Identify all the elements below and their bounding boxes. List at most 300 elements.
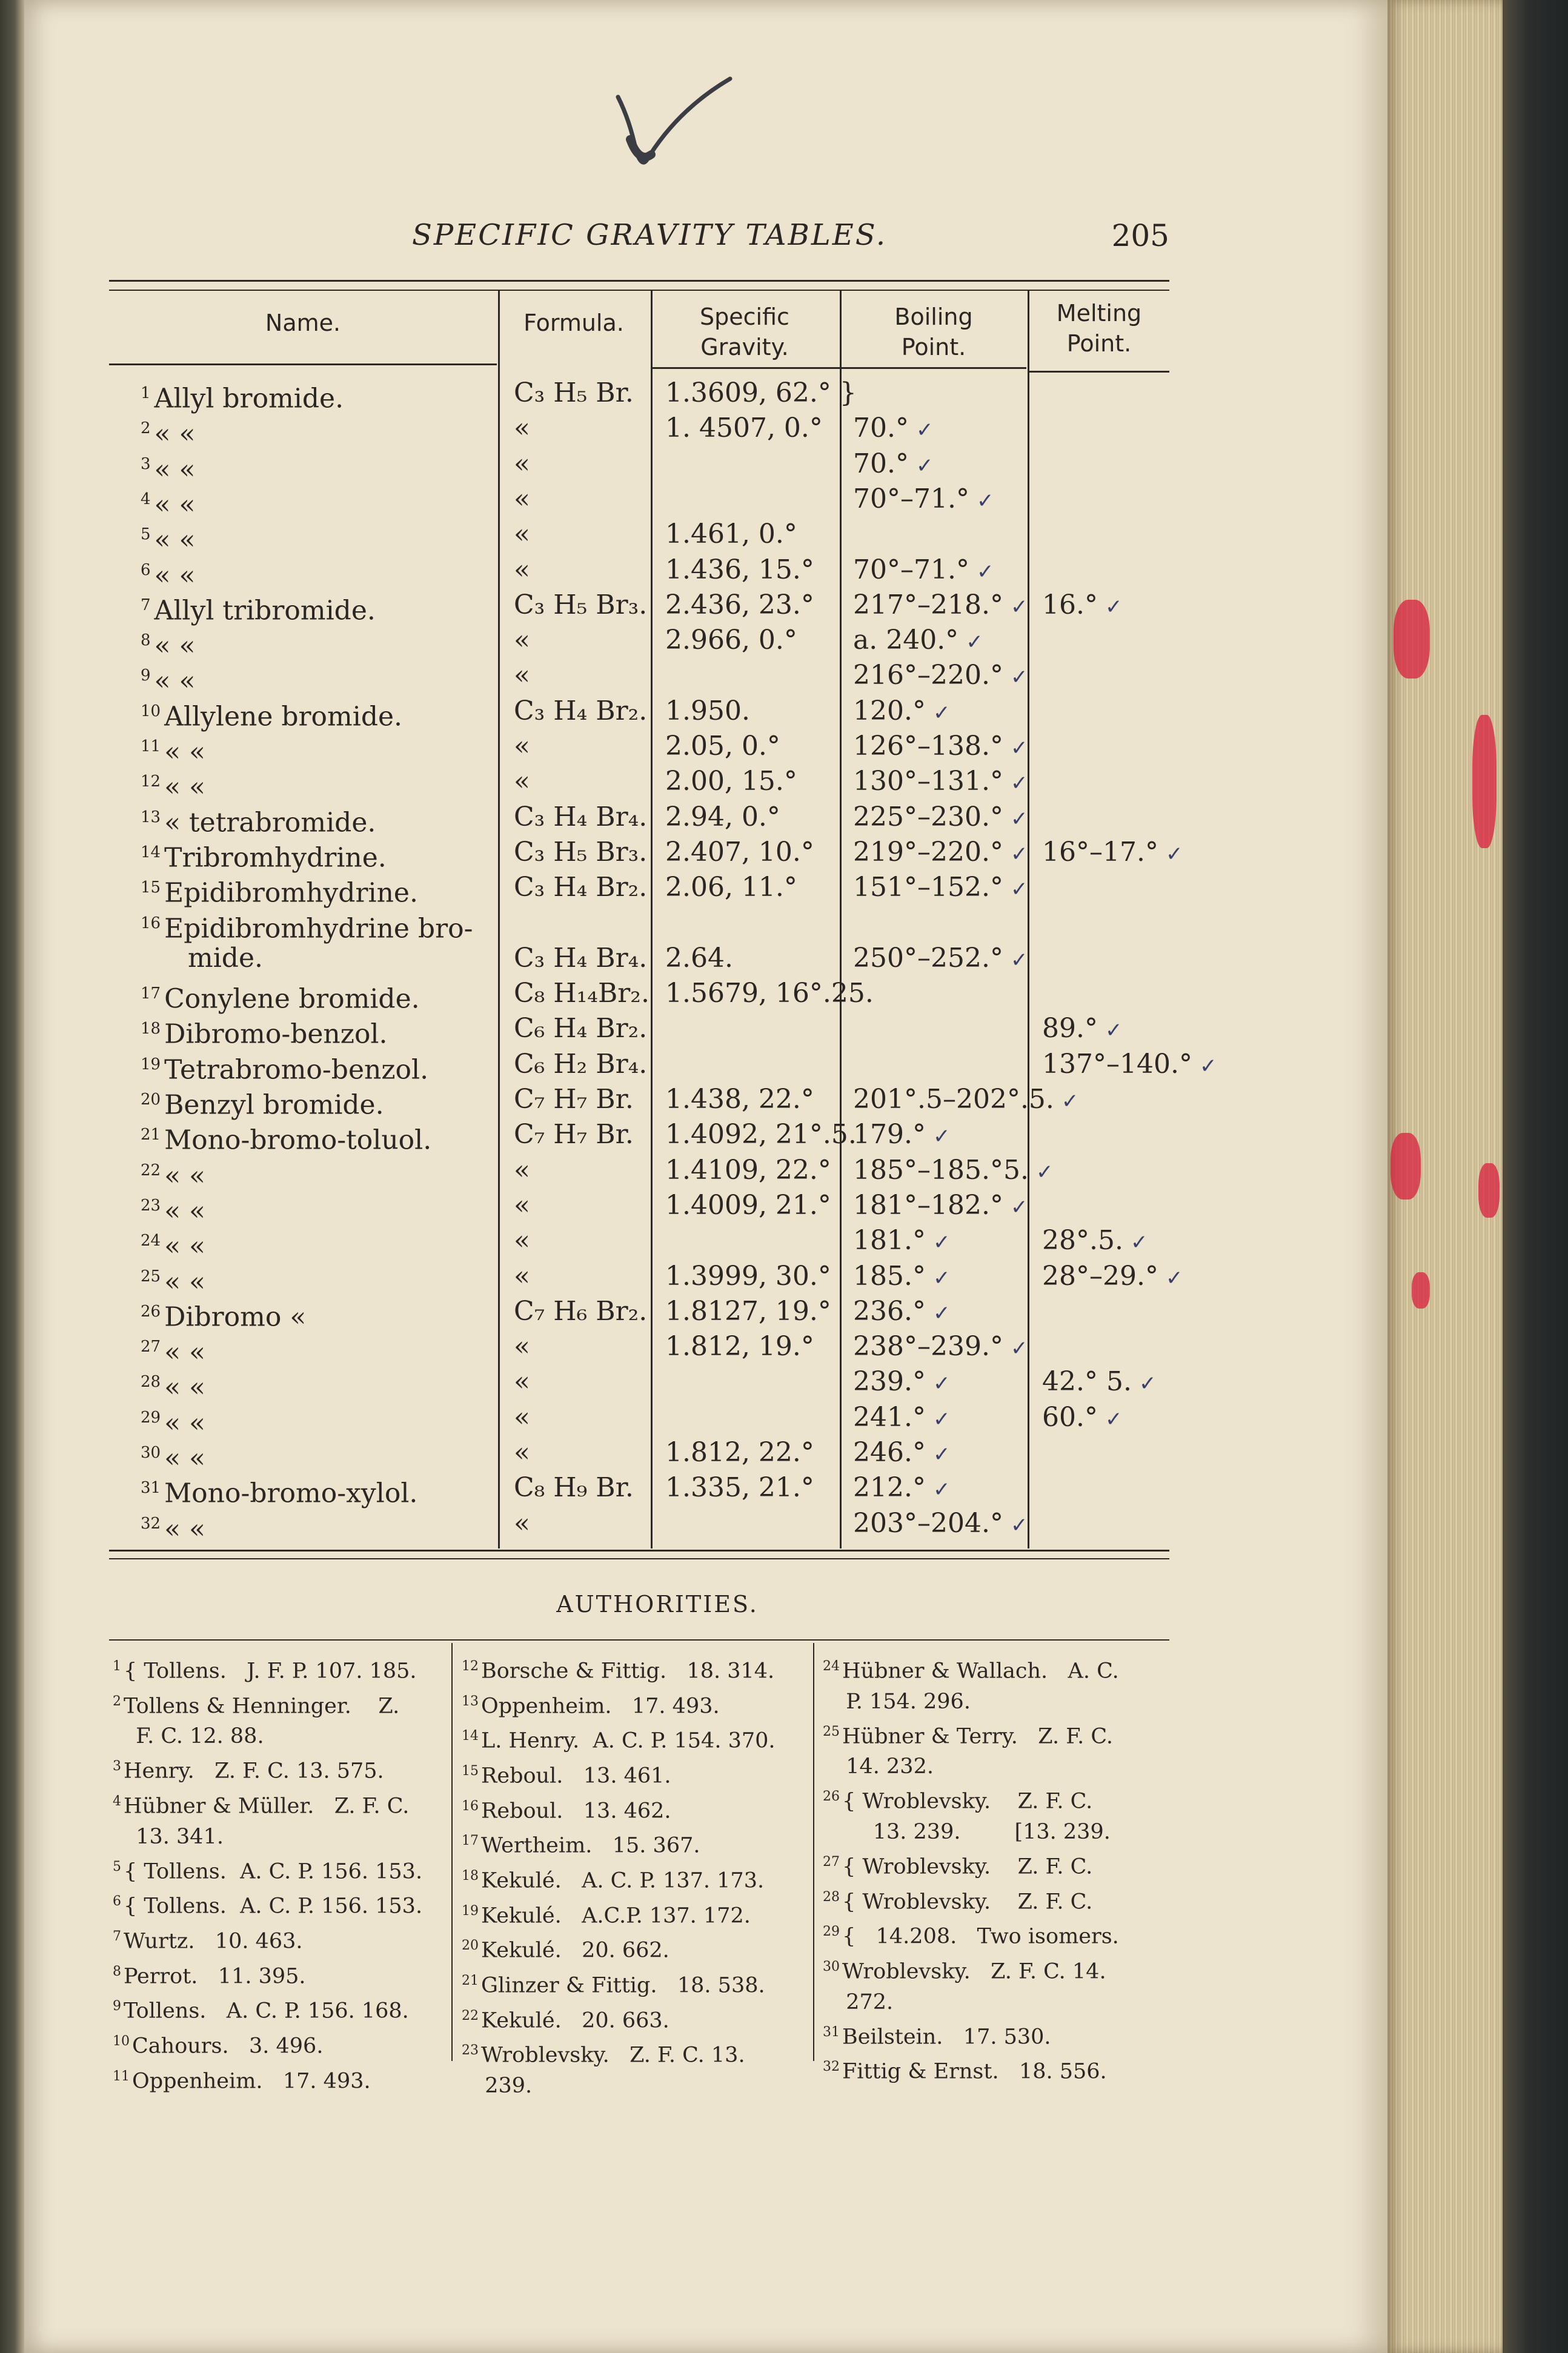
footnote-number: 20 [141,1090,161,1109]
footnote-number: 20 [462,1938,479,1954]
footnote-number: 14 [462,1728,479,1744]
pencil-tick-icon: ✓ [1010,806,1028,831]
pencil-tick-icon: ✓ [932,1407,951,1432]
formula-cell-text: C₇ H₇ Br. [514,1119,634,1150]
authority-text: Wroblevsky. Z. F. C. 13. [481,2043,745,2068]
footnote-number: 22 [141,1161,161,1180]
footnote-number: 18 [141,1020,161,1038]
formula-cell-text: « [514,1225,530,1256]
melting-point-cell-text: 16°–17.° [1042,836,1158,868]
authority-text: Hübner & Müller. Z. F. C. [124,1794,410,1819]
formula-cell-text: « [514,1260,530,1292]
authority-entry [823,1987,1119,2017]
boiling-point-cell-text: 120.° [853,695,926,726]
authority-text: Oppenheim. 17. 493. [132,2069,371,2094]
boiling-point-cell-text: 250°–252.° [853,942,1003,974]
compound-name-text: « « [154,630,196,662]
pencil-tick-icon: ✓ [932,1442,951,1467]
specific-gravity-cell-text: 1.5679, 16°.25. [665,978,874,1009]
col-mp-header: Melting Point. [1056,300,1142,357]
authority-entry [113,1922,422,1957]
formula-cell [514,1188,530,1223]
pencil-tick-icon: ✓ [932,1301,951,1326]
bottom-rule [109,1550,1169,1552]
formula-cell-text: « [514,1507,530,1539]
footnote-number: 13 [141,808,161,826]
formula-cell [514,1153,530,1188]
footnote-number: 24 [823,1659,840,1674]
compound-name-text: « « [164,1160,205,1192]
footnote-number: 30 [823,1959,840,1974]
formula-cell [514,1223,530,1258]
specific-gravity-cell-text: 1.812, 22.° [665,1437,814,1468]
footnote-number: 23 [141,1196,161,1215]
compound-name-text: « « [154,666,196,697]
compound-name-text: « « [154,560,196,591]
compound-name-text: « « [164,1513,205,1545]
formula-cell-text: C₃ H₄ Br₄. [514,801,648,832]
specific-gravity-cell [665,1294,831,1329]
pencil-tick-icon: ✓ [915,418,934,443]
table-row [24,517,1387,556]
boiling-point-cell-text: 217°–218.° [853,589,1003,620]
boiling-point-cell [853,870,1028,907]
footnote-number: 29 [823,1924,840,1940]
ink-stain [1472,715,1497,848]
formula-cell [514,1294,647,1329]
boiling-point-cell [853,588,1028,625]
specific-gravity-cell [665,517,797,552]
footnote-number: 28 [823,1889,840,1905]
pencil-tick-icon: ✓ [932,1230,951,1255]
book-page [24,0,1387,2353]
footnote-number: 13 [462,1693,479,1709]
specific-gravity-cell-text: 1.950. [665,695,750,726]
melting-point-cell-text: 42.° 5. [1042,1366,1132,1398]
formula-cell-text: C₈ H₉ Br. [514,1472,634,1504]
pencil-tick-icon: ✓ [1010,841,1028,866]
melting-point-cell [1042,1400,1122,1437]
authority-text: Beilstein. 17. 530. [842,2025,1051,2049]
table-row [24,941,1387,976]
specific-gravity-cell [665,835,814,870]
ink-stain [1478,1163,1500,1218]
footnote-number: 14 [141,843,161,861]
pencil-tick-icon: ✓ [1165,1266,1183,1290]
formula-cell [514,588,647,623]
boiling-point-cell-text: 225°–230.° [853,801,1003,832]
formula-cell-text: « [514,413,530,444]
authorities-rule [109,1639,1169,1641]
authority-text: { Tollens. A. C. P. 156. 153. [124,1859,423,1884]
authority-entry [823,1782,1119,1817]
formula-cell-text: « [514,1154,530,1186]
authority-entry [113,1721,422,1751]
footnote-number: 3 [113,1759,121,1774]
boiling-point-cell-text: a. 240.° [853,625,959,656]
specific-gravity-cell-text: 2.966, 0.° [665,625,797,656]
authority-text: { 14.208. Two isomers. [842,1924,1119,1949]
boiling-point-cell [853,694,950,731]
table-row [24,1259,1387,1298]
boiling-point-cell [853,482,994,519]
pencil-tick-icon: ✓ [1105,1407,1123,1432]
boiling-point-cell [853,1223,950,1260]
authority-text: Reboul. 13. 462. [481,1799,671,1824]
melting-point-cell [1042,588,1122,625]
footnote-number: 19 [141,1055,161,1074]
formula-cell [514,800,647,835]
formula-cell-text: C₈ H₁₄Br₂. [514,978,649,1009]
bottom-rule-thin [109,1558,1169,1559]
footnote-number: 28 [141,1373,161,1392]
footnote-number: 4 [113,1793,121,1809]
authority-text: Kekulé. 20. 663. [481,2008,669,2033]
melting-point-cell-text: 137°–140.° [1042,1048,1192,1080]
authority-entry [462,1721,776,1756]
authority-text: Fittig & Ernst. 18. 556. [842,2059,1107,2084]
boiling-point-cell-text: 126°–138.° [853,731,1003,762]
specific-gravity-cell [665,729,780,764]
footnote-number: 31 [141,1479,161,1498]
table-row [24,1364,1387,1404]
authority-entry [113,2062,422,2097]
specific-gravity-cell [665,941,733,976]
formula-cell [514,835,647,870]
boiling-point-cell [853,1259,950,1296]
pencil-tick-icon: ✓ [1199,1054,1217,1078]
boiling-point-cell-text: 241.° [853,1401,926,1433]
formula-cell [514,1364,530,1399]
pencil-tick-icon: ✓ [932,1372,951,1396]
footnote-number: 25 [141,1267,161,1286]
specific-gravity-cell [665,1082,814,1117]
formula-cell [514,729,530,764]
table-row [24,1188,1387,1227]
compound-name-text: Allylene bromide. [164,701,403,732]
authority-text: F. C. 12. 88. [122,1724,264,1749]
authority-text: Kekulé. A.C.P. 137. 172. [481,1903,751,1928]
specific-gravity-cell-text: 2.00, 15.° [665,766,797,797]
authority-entry [113,1822,422,1852]
authority-text: 272. [832,1990,894,2014]
formula-cell-text: « [514,519,530,550]
footnote-number: 16 [141,914,161,932]
formula-cell [514,1259,530,1294]
authority-text: Wroblevsky. Z. F. C. 14. [842,1959,1106,1984]
boiling-point-cell-text: 179.° [853,1119,926,1150]
footnote-number: 10 [141,702,161,720]
table-row [24,976,1387,1015]
page-number: 205 [1111,218,1169,253]
table-row [24,1470,1387,1509]
authority-entry [113,1852,422,1887]
footnote-number: 18 [462,1868,479,1883]
specific-gravity-cell-text: 2.94, 0.° [665,801,780,832]
formula-cell-text: « [514,625,530,656]
footnote-number: 30 [141,1444,161,1462]
formula-cell-text: « [514,766,530,797]
footnote-number: 6 [141,560,151,579]
compound-name-text: Allyl bromide. [154,383,344,414]
formula-cell [514,976,649,1011]
authority-entry [462,1861,776,1896]
pencil-tick-icon: ✓ [1130,1230,1148,1255]
footnote-number: 7 [113,1928,121,1944]
authority-text: Cahours. 3. 496. [132,2034,324,2059]
authority-text: Perrot. 11. 395. [124,1964,306,1989]
compound-name-text: « « [154,454,196,485]
footnote-number: 24 [141,1232,161,1250]
footnote-number: 26 [141,1302,161,1321]
pencil-tick-icon: ✓ [976,559,994,584]
authorities-divider [451,1643,453,2061]
header-underline [109,363,497,365]
authority-entry [462,1966,776,2001]
boiling-point-cell-text: 70°–71.° [853,554,969,585]
boiling-point-cell-text: 203°–204.° [853,1507,1003,1539]
authority-text: { Wroblevsky. Z. F. C. [842,1890,1093,1914]
table-row [24,1047,1387,1086]
footnote-number: 8 [141,631,151,650]
table-row [24,553,1387,591]
ink-stain [1394,600,1430,679]
boiling-point-cell-text: 212.° [853,1472,926,1504]
formula-cell [514,1329,530,1364]
formula-cell-text: C₃ H₄ Br₂. [514,872,648,903]
specific-gravity-cell [665,588,814,623]
authority-entry [462,1896,776,1931]
footnote-number: 29 [141,1408,161,1427]
specific-gravity-cell [665,553,814,588]
boiling-point-cell-text: 219°–220.° [853,836,1003,868]
authority-text: 13. 239. [13. 239. [832,1819,1111,1844]
melting-point-cell [1042,1259,1183,1296]
specific-gravity-cell [665,1259,831,1294]
boiling-point-cell-text: 239.° [853,1366,926,1398]
authority-text: 239. [471,2073,533,2098]
footnote-number: 11 [141,737,161,755]
formula-cell-text: « [514,660,530,691]
authorities-col-1 [113,1651,422,2096]
footnote-number: 21 [141,1126,161,1144]
boiling-point-cell [853,1435,950,1472]
table-row [24,1329,1387,1368]
table-row [24,1435,1387,1474]
compound-name-text: « « [164,736,205,768]
boiling-point-cell-text: 70°–71.° [853,483,969,514]
authority-text: { Tollens. J. F. P. 107. 185. [124,1659,417,1684]
authority-entry [823,2052,1119,2087]
boiling-point-cell-text: 216°–220.° [853,660,1003,691]
footnote-number: 12 [462,1659,479,1674]
authority-entry [823,1952,1119,1987]
formula-cell [514,446,530,482]
authorities-divider [813,1643,814,2061]
header-underline [1029,371,1169,373]
specific-gravity-cell-text: 1.3609, 62.° } [665,377,857,408]
compound-name-text: « tetrabromide. [164,807,376,838]
authority-entry [113,1991,422,2026]
specific-gravity-cell [665,870,797,905]
boiling-point-cell [853,1400,950,1437]
authorities-col-3 [823,1651,1119,2087]
formula-cell [514,1470,634,1505]
boiling-point-cell-text: 238°–239.° [853,1331,1003,1362]
table-row [24,1117,1387,1156]
formula-cell [514,553,530,588]
boiling-point-cell-text: 181.° [853,1225,926,1256]
pencil-tick-icon: ✓ [1010,1513,1028,1538]
formula-cell [514,1082,634,1117]
footnote-number: 1 [113,1659,121,1674]
footnote-number: 26 [823,1789,840,1805]
compound-name-text: Dibromo « [164,1301,307,1333]
pencil-tick-icon: ✓ [932,1266,951,1290]
specific-gravity-cell [665,764,797,799]
compound-name-text: « « [164,1407,205,1439]
authority-text: L. Henry. A. C. P. 154. 370. [481,1728,776,1753]
specific-gravity-cell-text: 2.06, 11.° [665,872,797,903]
specific-gravity-cell [665,1153,831,1188]
compound-name-text: Conylene bromide. [164,983,420,1015]
authority-entry [823,1847,1119,1882]
formula-cell [514,623,530,658]
authority-text: Henry. Z. F. C. 13. 575. [124,1759,384,1784]
compound-name-text: « « [164,1372,205,1404]
formula-cell [514,1047,647,1082]
footnote-number: 21 [462,1973,479,1988]
table-row [24,1400,1387,1439]
specific-gravity-cell-text: 2.407, 10.° [665,836,814,868]
authority-text: { Wroblevsky. Z. F. C. [842,1789,1093,1814]
footnote-number: 3 [141,454,151,473]
pencil-tick-icon: ✓ [1010,877,1028,902]
footnote-number: 15 [462,1763,479,1779]
pencil-tick-icon: ✓ [932,1124,951,1149]
specific-gravity-cell [665,800,780,835]
footnote-number: 27 [823,1854,840,1870]
footnote-number: 11 [113,2068,130,2084]
compound-name-text: Epidibromhydrine. [164,877,418,909]
compound-name-text: mide. [188,942,263,974]
pencil-tick-icon: ✓ [932,1478,951,1502]
col-sg-header: Specific Gravity. [700,304,789,360]
formula-cell [514,482,530,517]
footnote-number: 27 [141,1338,161,1356]
pencil-tick-icon: ✓ [1138,1372,1157,1396]
boiling-point-cell [853,764,1028,801]
specific-gravity-cell [665,623,797,658]
formula-cell [514,1011,647,1046]
compound-name-text: « « [154,524,196,556]
compound-name-text: « « [154,418,196,450]
ink-stain [1412,1272,1430,1309]
specific-gravity-cell-text: 1.812, 19.° [665,1331,814,1362]
authority-entry [113,2026,422,2062]
boiling-point-cell-text: 201°.5–202°.5. [853,1084,1054,1115]
boiling-point-cell [853,800,1028,837]
compound-name-text: « « [164,1336,205,1368]
table-row [24,870,1387,909]
compound-name [188,941,263,976]
formula-cell [514,1435,530,1470]
pencil-tick-icon: ✓ [1010,665,1028,690]
authority-entry [462,1687,776,1722]
boiling-point-cell-text: 185.° [853,1260,926,1292]
footnote-number: 6 [113,1894,121,1910]
footnote-number: 8 [113,1963,121,1979]
book-binding-left [0,0,24,2353]
footnote-number: 12 [141,772,161,791]
boiling-point-cell [853,446,933,483]
formula-cell-text: C₆ H₄ Br₂. [514,1013,648,1044]
boiling-point-cell [853,835,1028,872]
boiling-point-cell-text: 130°–131.° [853,766,1003,797]
formula-cell-text: « [514,1401,530,1433]
footnote-number: 7 [141,596,151,614]
footnote-number: 19 [462,1903,479,1919]
formula-cell-text: « [514,1366,530,1398]
table-row [24,835,1387,874]
boiling-point-cell [853,941,1028,978]
footnote-number: 10 [113,2033,130,2049]
boiling-point-cell-text: 70.° [853,448,909,479]
formula-cell [514,411,530,446]
formula-cell [514,870,647,905]
authority-text: Kekulé. 20. 662. [481,1938,669,1963]
table-row [24,588,1387,626]
formula-cell [514,694,647,729]
specific-gravity-cell-text: 1.4092, 21°.5. [665,1119,857,1150]
specific-gravity-cell-text: 1.461, 0.° [665,519,797,550]
pencil-tick-icon: ✓ [1035,1160,1054,1184]
table-row [24,800,1387,838]
formula-cell-text: « [514,1437,530,1468]
formula-cell [514,764,530,799]
authority-entry [823,1717,1119,1752]
authority-entry [462,2036,776,2071]
authority-entry [823,1817,1119,1847]
compound-name-text: Epidibromhydrine bro- [164,913,473,944]
melting-point-cell-text: 89.° [1042,1013,1098,1044]
table-row [24,1223,1387,1262]
authority-entry [462,1651,776,1687]
pencil-tick-icon: ✓ [932,700,951,725]
authority-entry [462,1791,776,1827]
authority-entry [823,1917,1119,1952]
specific-gravity-cell-text: 1.436, 15.° [665,554,814,585]
pencil-tick-icon: ✓ [1105,1018,1123,1043]
compound-name-text: Allyl tribromide. [154,595,376,626]
pencil-tick-icon: ✓ [1165,841,1183,866]
authority-entry [823,2017,1119,2053]
specific-gravity-cell-text: 1. 4507, 0.° [665,413,823,444]
compound-name-text: Mono-bromo-xylol. [164,1478,418,1509]
page-header [133,218,1169,267]
compound-name [141,1506,205,1547]
melting-point-cell [1042,1011,1122,1048]
ink-stain [1390,1133,1421,1200]
authority-text: Hübner & Wallach. A. C. [842,1659,1119,1684]
footnote-number: 15 [141,878,161,897]
formula-cell [514,376,634,411]
pencil-tick-icon: ✓ [915,453,934,478]
authority-text: Tollens & Henninger. Z. [124,1694,400,1719]
melting-point-cell [1042,1047,1217,1084]
table-row [24,764,1387,803]
compound-name-text: Tetrabromo-benzol. [164,1054,429,1086]
